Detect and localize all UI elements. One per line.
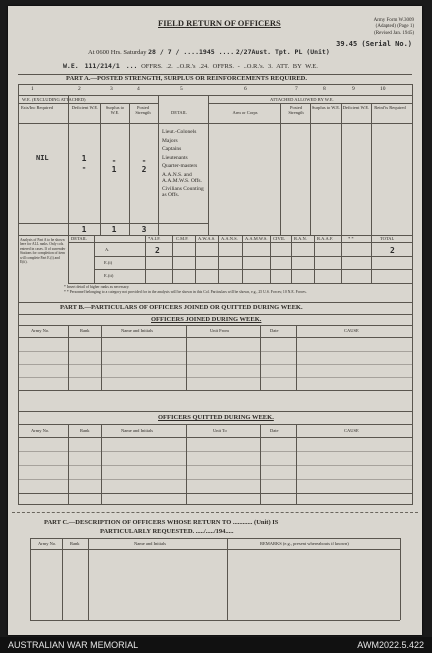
rule (186, 325, 187, 390)
col-number: 7 (295, 86, 298, 92)
joined-heading: OFFICERS JOINED DURING WEEK. (151, 316, 262, 323)
analysis-head: DETAIL (71, 236, 87, 241)
return-date-line (88, 48, 330, 56)
rule (371, 235, 372, 283)
form-ref-line: (Revised Jan. 1945) (374, 30, 414, 36)
footer-institution: AUSTRALIAN WAR MEMORIAL (8, 640, 139, 650)
war-establishment: W.E. 111/214/1 ... (63, 62, 138, 70)
rule (68, 424, 69, 505)
rule (18, 390, 412, 391)
rule (88, 538, 89, 620)
form-ref-line: Army Form W.3009 (373, 18, 414, 23)
entry-value: 1 (81, 154, 87, 163)
analysis-total-value: 2 (390, 246, 395, 255)
col-number: 10 (380, 86, 386, 92)
col-head: Deficient W.E. (342, 105, 370, 110)
rank-item: Captains (162, 146, 182, 153)
rule (18, 95, 412, 96)
rule (291, 235, 292, 283)
rule (242, 235, 243, 283)
rule (18, 437, 412, 438)
detail-label: DETAIL (171, 110, 187, 115)
rule (68, 325, 69, 390)
rule (412, 84, 413, 306)
rule (371, 103, 372, 235)
rule (94, 256, 412, 257)
entry-value: 2 (141, 165, 147, 174)
deficient-entries (74, 154, 94, 172)
rule (18, 479, 412, 480)
col-number: 1 (31, 86, 34, 92)
part-a-heading: PART A.—POSTED STRENGTH, SURPLUS OR REINFORCEMENTS REQUIRED. (66, 75, 307, 82)
total-value: 1 (111, 225, 117, 234)
officers-strength: OFFRS. .2. ..O.R.'s .24. (141, 63, 209, 70)
rule (30, 538, 400, 539)
rule (18, 314, 412, 315)
rank-item: Lieut.-Colonels (162, 129, 197, 135)
rule (94, 269, 412, 270)
rank-item: Civilians Counting as Offs. (162, 185, 204, 198)
col-head: Reinf'ts Required (374, 105, 406, 110)
rule (101, 424, 102, 505)
analysis-row-label: E.(i) (104, 260, 113, 265)
rule (412, 302, 413, 505)
attached-strength: OFFRS. - ..O.R.'s. 3. ATT. BY W.E. (212, 63, 318, 70)
total-value: 1 (81, 225, 87, 234)
rule (18, 424, 412, 425)
part-c-heading: PART C.—DESCRIPTION OF OFFICERS WHOSE RETURN TO ............ (Unit) IS (44, 519, 279, 526)
rule (227, 538, 228, 620)
col-head: Rank (80, 328, 90, 333)
col-head: Ests/Inc Required (20, 105, 54, 110)
footnote: * * Personnel belonging to a category not provided for in the analysis will be shown in this Col. Particulars will be shown, e.g., 25 U.S. Forces; 10 N.E. Forces. (64, 290, 307, 294)
date-prefix: At 0600 Hrs. Saturday (88, 49, 147, 56)
col-head: Name and Initials (121, 428, 153, 433)
col-head: Arm or Corps (232, 110, 258, 115)
total-value: 3 (141, 225, 147, 234)
rule (260, 424, 261, 505)
rule (280, 103, 281, 235)
tear-line (12, 512, 418, 513)
analysis-row-label: A. (105, 247, 110, 252)
part-b-heading: PART B.—PARTICULARS OF OFFICERS JOINED OR QUITTED DURING WEEK. (60, 304, 303, 311)
establishment-line (63, 62, 318, 70)
col-head: Rank (70, 541, 80, 546)
rule (30, 620, 400, 621)
analysis-head: A.A.M.W.S. (245, 236, 268, 241)
analysis-row-label: E.(ii) (104, 273, 114, 278)
col-number: 8 (323, 86, 326, 92)
entry-value: - (111, 156, 117, 165)
surplus-entries (104, 156, 124, 174)
part-c-heading-cont: PARTICULARLY REQUESTED. ...../...../194..... (100, 528, 234, 535)
rule (68, 242, 412, 243)
rule (18, 84, 412, 85)
analysis-note: Analysis of Part A to be shown here for ALL ranks. Only cols. entered in cases. If of surrender Stations for completion of item will complete Part E.(i) and E(ii). (20, 238, 66, 265)
col-head: CAUSE (344, 428, 359, 433)
col-head: Army No. (31, 328, 50, 333)
quitted-col-heads (8, 428, 422, 434)
rank-item: Lieutenants (162, 154, 188, 161)
rule (296, 424, 297, 505)
analysis-head: R.A.A.F. (317, 236, 334, 241)
analysis-head: *A.I.F. (148, 236, 161, 241)
col-head: Unit To (213, 428, 227, 433)
col-head: Unit From (210, 328, 229, 333)
nil-entry: NIL (36, 154, 49, 162)
analysis-head: A.A.N.S. (221, 236, 238, 241)
col-number: 6 (244, 86, 247, 92)
rank-item: A.A.N.S. and A.A.M.W.S. Offs. (162, 171, 202, 184)
rule (18, 493, 412, 494)
column-numbers (8, 86, 422, 94)
col-head: REMARKS (e.g., present whereabouts if known) (260, 541, 349, 546)
col-head: Date (270, 428, 279, 433)
rule (296, 325, 297, 390)
posted-entries (134, 156, 154, 174)
form-title: FIELD RETURN OF OFFICERS (158, 18, 281, 28)
col-head: Posted Strength (288, 105, 304, 116)
col-head: Name and Initials (121, 328, 153, 333)
rule (260, 325, 261, 390)
col-number: 2 (78, 86, 81, 92)
rule (18, 377, 412, 378)
analysis-head: R.A.N. (294, 236, 307, 241)
analysis-header (8, 236, 422, 242)
rule (195, 235, 196, 283)
col-head: Date (270, 328, 279, 333)
analysis-head: TOTAL (380, 236, 395, 241)
rule (30, 549, 400, 550)
col-head: CAUSE (344, 328, 359, 333)
entry-value: - (141, 156, 147, 165)
col-head: Surplus to W.E. (311, 105, 341, 110)
unit-name: 2/27Aust. Tpt. PL (Unit) (235, 48, 330, 56)
analysis-aif-value: 2 (155, 246, 160, 255)
rule (270, 235, 271, 283)
we-group-label: W.E. (EXCLUDING ATTACHED) (22, 97, 86, 102)
archive-footer (0, 637, 432, 653)
rule (158, 95, 159, 235)
col-number: 5 (180, 86, 183, 92)
rule (18, 103, 158, 104)
rule (145, 235, 146, 283)
analysis-head: A.W.A.S. (198, 236, 216, 241)
rank-item: Quarter-masters (162, 163, 198, 170)
rule (18, 504, 412, 505)
rule (129, 103, 130, 235)
footer-accession-number: AWM2022.5.422 (357, 640, 424, 650)
rule (68, 283, 412, 284)
col-head: Surplus to W.E. (105, 105, 125, 116)
rule (68, 95, 69, 235)
rule (18, 337, 412, 338)
entry-value: - (81, 163, 87, 172)
rule (18, 84, 19, 306)
rule (218, 235, 219, 283)
quitted-heading: OFFICERS QUITTED DURING WEEK. (158, 414, 274, 421)
part-c-col-heads (8, 541, 422, 547)
rule (314, 235, 315, 283)
rule (18, 411, 412, 412)
rule (341, 103, 342, 235)
rule (186, 424, 187, 505)
col-head: Name and Initials (134, 541, 166, 546)
rule (18, 123, 412, 124)
rule (18, 465, 412, 466)
rule (30, 538, 31, 620)
form-ref-line: (Adapted) (Page 1) (375, 24, 414, 30)
form-reference (374, 18, 414, 37)
rule (62, 538, 63, 620)
rule (341, 235, 342, 283)
rank-item: Majors (162, 137, 178, 144)
form-paper (8, 6, 422, 635)
col-number: 3 (110, 86, 113, 92)
col-head: Deficient W.E. (71, 105, 99, 110)
col-head: Posted Strength (135, 105, 151, 116)
analysis-head: * * (348, 236, 354, 241)
rule (208, 95, 209, 235)
serial-number: 39.45 (Serial No.) (336, 40, 412, 48)
rule (172, 235, 173, 283)
entry-value: 1 (111, 165, 117, 174)
rule (18, 351, 412, 352)
rule (18, 325, 412, 326)
rule (18, 302, 19, 505)
col-number: 9 (352, 86, 355, 92)
footnote: * Insert detail of higher ranks as necessary. (64, 285, 130, 289)
rule (101, 325, 102, 390)
joined-col-heads (8, 328, 422, 334)
col-number: 4 (137, 86, 140, 92)
rule (18, 223, 208, 224)
col-head: Army No. (38, 541, 57, 546)
col-head: Army No. (31, 428, 50, 433)
rule (100, 103, 101, 235)
rule (310, 103, 311, 235)
rule (18, 451, 412, 452)
return-date: 28 / 7 / ....1945 .... (148, 48, 235, 56)
rank-list (162, 128, 208, 198)
rule (18, 302, 412, 303)
rule (400, 538, 401, 620)
attached-group-label: ATTACHED ALLOWED BY W.E. (270, 97, 334, 102)
rule (18, 364, 412, 365)
analysis-head: CIVIL (273, 236, 285, 241)
analysis-head: C.M.F. (176, 236, 189, 241)
col-head: Rank (80, 428, 90, 433)
